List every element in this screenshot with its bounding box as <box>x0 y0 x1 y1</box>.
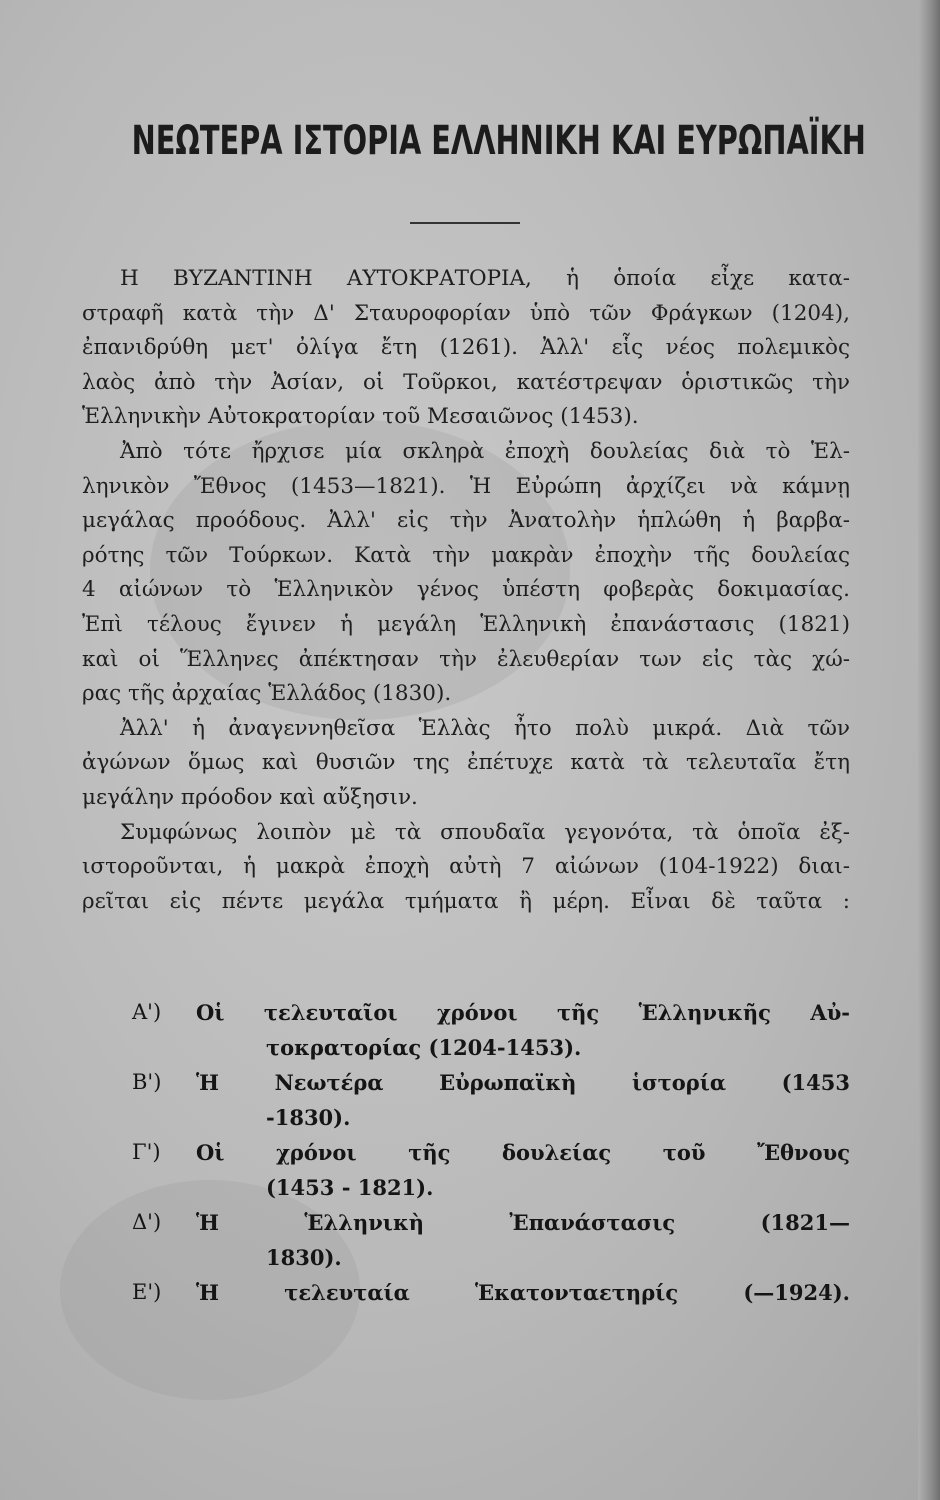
text-line: λαὸς ἀπὸ τὴν Ἀσίαν, οἱ Τοῦρκοι, κατέστρεψαν ὁριστικῶς τὴν <box>82 369 850 395</box>
text-line: ἐπανιδρύθη μετ' ὀλίγα ἔτη (1261). Ἀλλ' εἷς νέος πολεμικὸς <box>82 335 850 361</box>
body-text <box>82 262 850 919</box>
text-line: Η ΒΥΖΑΝΤΙΝΗ ΑΥΤΟΚΡΑΤΟΡΙΑ, ἡ ὁποία εἶχε κατα- <box>120 266 850 291</box>
part-letter: Α') <box>132 1000 162 1024</box>
part-line: τοκρατορίας (1204-1453). <box>266 1035 582 1060</box>
part-line: Οἱ χρόνοι τῆς δουλείας τοῦ Ἔθνους <box>196 1140 850 1165</box>
text-line: Ἀπὸ τότε ἤρχισε μία σκληρὰ ἐποχὴ δουλείας διὰ τὸ Ἑλ- <box>120 438 850 464</box>
text-line: καὶ οἱ Ἕλληνες ἀπέκτησαν τὴν ἐλευθερίαν των εἰς τὰς χώ- <box>82 646 850 672</box>
part-line: Ἡ Νεωτέρα Εὐρωπαϊκὴ ἱστορία (1453 <box>196 1070 850 1095</box>
list-item <box>132 1135 850 1205</box>
text-line: Ἐπὶ τέλους ἔγινεν ἡ μεγάλη Ἑλληνικὴ ἐπανάστασις (1821) <box>82 611 850 637</box>
text-line: 4 αἰώνων τὸ Ἑλληνικὸν γένος ὑπέστη φοβερὰς δοκιμασίας. <box>82 577 850 603</box>
part-letter: Β') <box>132 1070 162 1094</box>
part-line: 1830). <box>266 1245 342 1270</box>
title-divider <box>410 222 520 224</box>
parts-list <box>132 995 850 1310</box>
text-line: μεγάλας προόδους. Ἀλλ' εἰς τὴν Ἀνατολὴν ἡπλώθη ἡ βαρβα- <box>82 508 850 534</box>
part-line: Ἡ τελευταία Ἑκατονταετηρίς (—1924). <box>196 1280 850 1305</box>
list-item <box>132 1065 850 1135</box>
list-item <box>132 1205 850 1275</box>
text-line: ρας τῆς ἀρχαίας Ἑλλάδος (1830). <box>82 681 452 707</box>
part-letter: Ε') <box>132 1280 162 1304</box>
text-line: Ἑλληνικὴν Αὐτοκρατορίαν τοῦ Μεσαιῶνος (1453). <box>82 404 639 430</box>
part-letter: Δ') <box>132 1210 162 1234</box>
page-edge <box>918 0 940 1500</box>
list-item <box>132 1275 850 1310</box>
part-line: Ἡ Ἑλληνικὴ Ἐπανάστασις (1821— <box>196 1210 850 1235</box>
text-line: Συμφώνως λοιπὸν μὲ τὰ σπουδαῖα γεγονότα, τὰ ὁποῖα ἐξ- <box>120 819 850 845</box>
part-line: Οἱ τελευταῖοι χρόνοι τῆς Ἑλληνικῆς Αὐ- <box>196 1000 850 1025</box>
text-line: μεγάλην πρόοδον καὶ αὔξησιν. <box>82 784 418 810</box>
text-line: ληνικὸν Ἔθνος (1453—1821). Ἡ Εὐρώπη ἀρχίζει νὰ κάμνῃ <box>82 473 850 499</box>
part-line: (1453 - 1821). <box>266 1175 434 1200</box>
part-letter: Γ') <box>132 1140 161 1164</box>
list-item <box>132 995 850 1065</box>
text-line: ιστοροῦνται, ἡ μακρὰ ἐποχὴ αὐτὴ 7 αἰώνων (104-1922) διαι- <box>82 854 850 880</box>
text-line: Ἀλλ' ἡ ἀναγεννηθεῖσα Ἑλλὰς ἦτο πολὺ μικρά. Διὰ τῶν <box>120 715 850 741</box>
text-line: ρότης τῶν Τούρκων. Κατὰ τὴν μακρὰν ἐποχὴν τῆς δουλείας <box>82 542 850 568</box>
text-line: ρεῖται εἰς πέντε μεγάλα τμήματα ἢ μέρη. Εἶναι δὲ ταῦτα : <box>82 888 850 914</box>
text-line: στραφῆ κατὰ τὴν Δ' Σταυροφορίαν ὑπὸ τῶν Φράγκων (1204), <box>82 300 850 326</box>
part-line: -1830). <box>266 1105 351 1130</box>
page-title: ΝΕΩΤΕΡΑ ΙΣΤΟΡΙΑ ΕΛΛΗΝΙΚΗ ΚΑΙ ΕΥΡΩΠΑΪΚΗ <box>131 118 866 164</box>
text-line: ἀγώνων ὅμως καὶ θυσιῶν της ἐπέτυχε κατὰ τὰ τελευταῖα ἔτη <box>82 750 850 776</box>
